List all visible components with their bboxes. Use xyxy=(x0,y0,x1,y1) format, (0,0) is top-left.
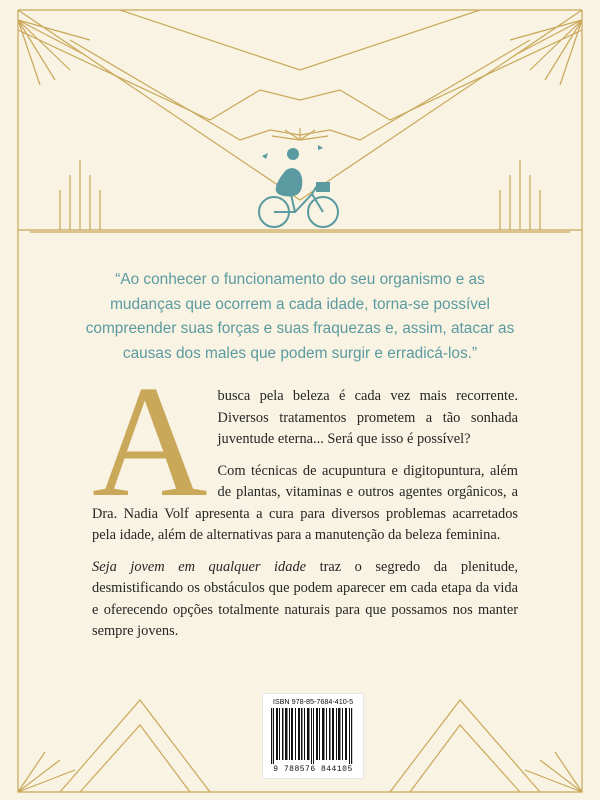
fan-bottom-left xyxy=(18,752,75,792)
paragraph-2: Com técnicas de acupuntura e digitopuntura, além de plantas, vitaminas e outros agentes orgânicos, a Dra. Nadia Volf apresenta a cura para diversos problemas acarretados pela idade, além de alternativas para a manutenção da beleza feminina. xyxy=(92,462,518,543)
fan-bottom-right xyxy=(525,752,582,792)
bars-left xyxy=(60,160,100,230)
fan-top-left xyxy=(18,20,90,85)
isbn-label: ISBN 978-85-7684-410-5 xyxy=(272,697,354,706)
paragraph-3 xyxy=(92,557,518,643)
bars-right xyxy=(500,160,540,230)
barcode-box xyxy=(262,693,364,779)
sunburst xyxy=(272,128,328,140)
back-cover-text xyxy=(92,352,518,653)
bottom-arch-left xyxy=(60,700,210,792)
bottom-arch-right xyxy=(390,700,540,792)
drop-cap: A xyxy=(92,352,208,530)
paragraph-3-text: traz o segredo da plenitude, desmistificando os obstáculos que podem aparecer em cada etapa da vida e oferecendo opções totalmente naturais para que possamos nos manter sempre jovens. xyxy=(92,558,518,639)
paragraph-1-text: busca pela beleza é cada vez mais recorrente. Diversos tratamentos prometem a tão sonhada juventude eterna... Será que isso é possível? xyxy=(217,388,518,447)
barcode-icon xyxy=(263,706,363,766)
pull-quote: “Ao conhecer o funcionamento do seu organismo e as mudanças que ocorrem a cada idade, torna-se possível compreender suas forças e suas fraquezas e, assim, atacar as causas dos males que podem surgir e erradicá-los.” xyxy=(85,271,515,362)
book-title-italic: Seja jovem em qualquer idade xyxy=(92,558,307,575)
fan-top-right xyxy=(510,20,582,85)
envelope-lines xyxy=(18,10,582,200)
ean-number: 9 788576 844105 xyxy=(273,765,353,774)
